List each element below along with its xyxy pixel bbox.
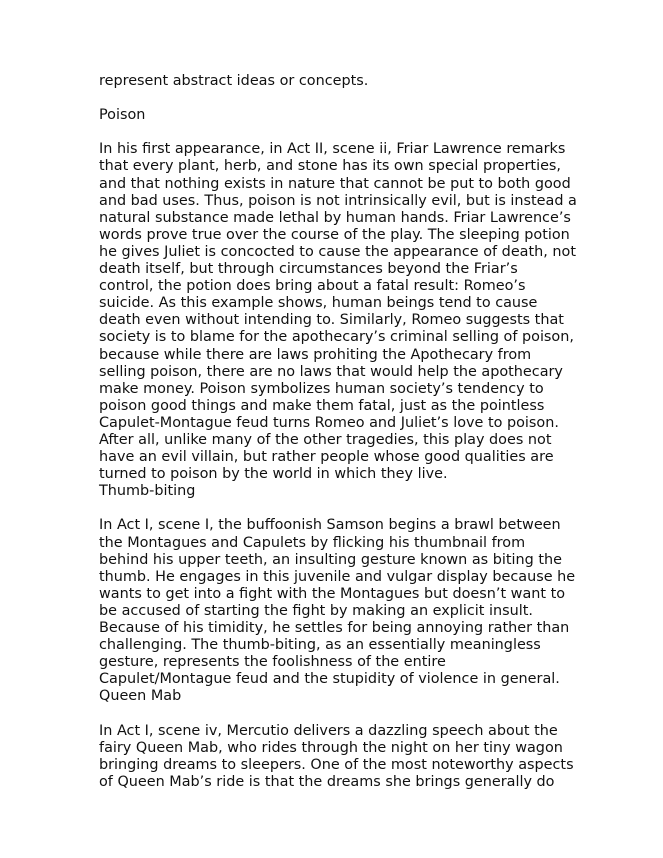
- spacer: [99, 90, 619, 107]
- paragraph-line: challenging. The thumb-biting, as an essentially meaningless: [99, 637, 541, 654]
- paragraph-line: be accused of starting the fight by making an explicit insult.: [99, 602, 533, 619]
- paragraph-line: selling poison, there are no laws that would help the apothecary: [99, 363, 563, 380]
- section-heading-poison: Poison: [99, 107, 146, 124]
- paragraph-line: that every plant, herb, and stone has its own special properties,: [99, 158, 561, 175]
- paragraph-line: because while there are laws prohiting the Apothecary from: [99, 346, 532, 363]
- paragraph-line: Capulet-Montague feud turns Romeo and Juliet’s love to poison.: [99, 414, 559, 431]
- paragraph-line: the Montagues and Capulets by flicking his thumbnail from: [99, 534, 526, 551]
- paragraph-line: words prove true over the course of the play. The sleeping potion: [99, 226, 570, 243]
- intro-line: represent abstract ideas or concepts.: [99, 73, 369, 89]
- paragraph-line: fairy Queen Mab, who rides through the night on her tiny wagon: [99, 739, 563, 756]
- paragraph-line: Capulet/Montague feud and the stupidity of violence in general.: [99, 671, 560, 688]
- paragraph-line: death even without intending to. Similarly, Romeo suggests that: [99, 312, 564, 329]
- paragraph-line: and that nothing exists in nature that cannot be put to both good: [99, 175, 571, 192]
- paragraph-line: behind his upper teeth, an insulting gesture known as biting the: [99, 551, 562, 568]
- paragraph-line: In his first appearance, in Act II, scene ii, Friar Lawrence remarks: [99, 141, 566, 158]
- paragraph-line: gesture, represents the foolishness of the entire: [99, 654, 446, 671]
- paragraph-line: control, the potion does bring about a fatal result: Romeo’s: [99, 278, 526, 295]
- paragraph-line: and bad uses. Thus, poison is not intrinsically evil, but is instead a: [99, 192, 577, 209]
- section-heading-queen-mab: Queen Mab: [99, 688, 182, 705]
- paragraph-line: thumb. He engages in this juvenile and vulgar display because he: [99, 568, 576, 585]
- paragraph-line: of Queen Mab’s ride is that the dreams she brings generally do: [99, 773, 555, 790]
- paragraph-line: In Act I, scene I, the buffoonish Samson begins a brawl between: [99, 517, 561, 534]
- paragraph-line: After all, unlike many of the other tragedies, this play does not: [99, 431, 552, 448]
- paragraph-line: he gives Juliet is concocted to cause the appearance of death, not: [99, 243, 576, 260]
- paragraph-line: suicide. As this example shows, human beings tend to cause: [99, 295, 538, 312]
- section-heading-thumb-biting: Thumb-biting: [99, 483, 196, 500]
- paragraph-poison: [99, 141, 619, 483]
- paragraph-queen-mab: [99, 723, 619, 791]
- paragraph-thumb-biting: [99, 517, 619, 688]
- spacer: [99, 124, 619, 141]
- paragraph-line: Because of his timidity, he settles for being annoying rather than: [99, 620, 570, 636]
- paragraph-line: wants to get into a fight with the Montagues but doesn’t want to: [99, 585, 566, 602]
- paragraph-line: turned to poison by the world in which they live.: [99, 466, 448, 483]
- paragraph-line: make money. Poison symbolizes human society’s tendency to: [99, 380, 544, 397]
- paragraph-line: poison good things and make them fatal, just as the pointless: [99, 397, 545, 414]
- paragraph-line: society is to blame for the apothecary’s criminal selling of poison,: [99, 329, 574, 346]
- spacer: [99, 705, 619, 722]
- spacer: [99, 500, 619, 517]
- paragraph-line: natural substance made lethal by human hands. Friar Lawrence’s: [99, 209, 571, 226]
- paragraph-line: death itself, but through circumstances beyond the Friar’s: [99, 261, 518, 278]
- paragraph-line: In Act I, scene iv, Mercutio delivers a dazzling speech about the: [99, 722, 558, 739]
- paragraph-line: have an evil villain, but rather people whose good qualities are: [99, 449, 554, 466]
- document-page: [99, 73, 619, 791]
- paragraph-line: bringing dreams to sleepers. One of the most noteworthy aspects: [99, 756, 574, 773]
